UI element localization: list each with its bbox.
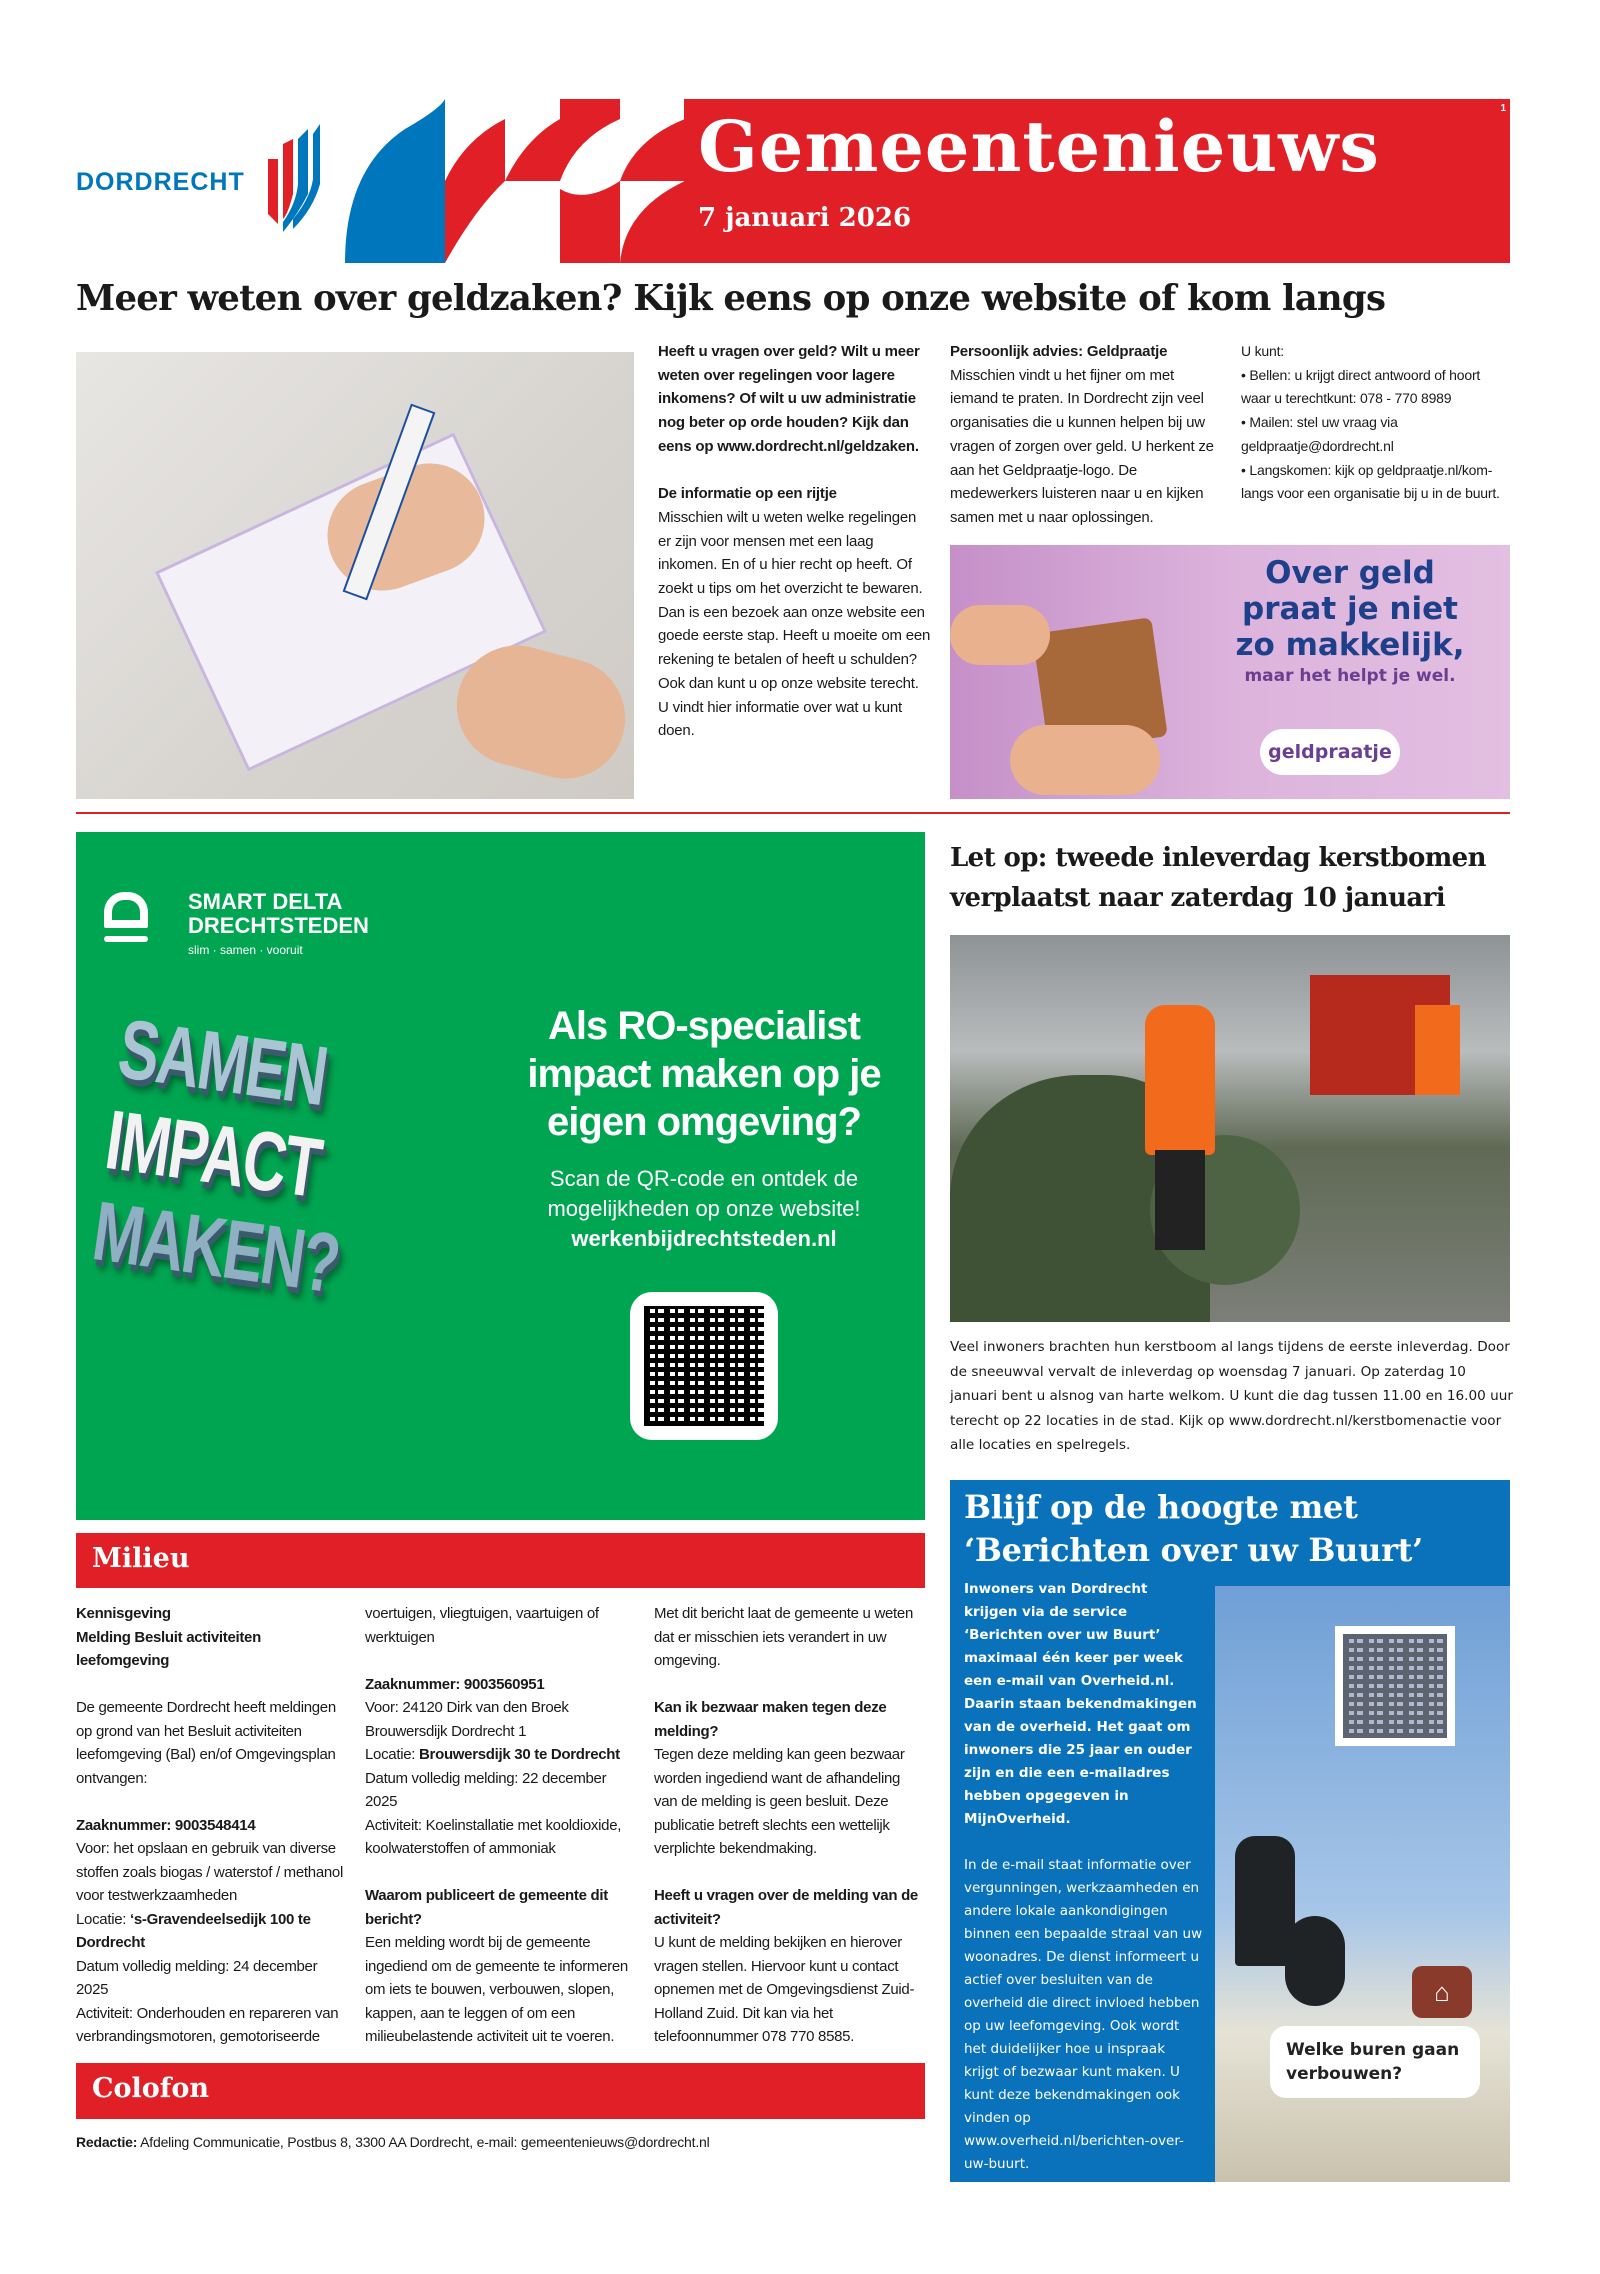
qr-code-card (630, 1292, 778, 1440)
advies-heading: Persoonlijk advies: Geldpraatje (950, 343, 1168, 360)
case-2-datum: Datum volledig melding: 22 december 2025 (365, 1769, 607, 1810)
vragen-heading: Heeft u vragen over de melding van de activiteit? (654, 1887, 918, 1928)
advies-text: Misschien vindt u het fijner om met iemand te praten. In Dordrecht zijn veel organisaties die u kunnen helpen bij uw vragen of zorgen over geld. U herkent ze aan het Geldpraatje-logo. De medewerkers luisteren naar u en kijken samen met u naar oplossingen. (950, 366, 1214, 526)
kennisgeving-label: Kennisgeving (76, 1605, 171, 1622)
case-2-activiteit: Activiteit: Koelinstallatie met kooldioxide, koolwaterstoffen of ammoniak (365, 1816, 622, 1857)
buurt-intro: Inwoners van Dordrecht krijgen via de service ‘Berichten over uw Buurt’ maximaal één keer per week een e-mail van Overheid.nl. Daarin staan bekendmakingen van de overheid. Het gaat om inwoners die 25 jaar en ouder zijn en die een e-mailadres hebben opgegeven in MijnOverheid. (964, 1581, 1197, 1827)
redactie-text: Afdeling Communicatie, Postbus 8, 3300 AA Dordrecht, e-mail: gemeentenieuws@dordrecht.nl (137, 2133, 710, 2150)
ad-line-2: praat je niet (1242, 591, 1458, 627)
section-divider (76, 812, 1510, 814)
u-kunt-label: U kunt: (1241, 343, 1284, 359)
photo-kerstbomen (950, 935, 1510, 1322)
case-1-activiteit: Activiteit: Onderhouden en repareren van verbrandingsmotoren, gemotoriseerde voertuigen, vliegtuigen, vaartuigen of werktuigen (76, 1605, 599, 2045)
logo-text: DORDRECHT (76, 168, 245, 196)
ad-line-3: zo makkelijk, (1235, 627, 1465, 663)
ad-line-1: Over geld (1265, 555, 1435, 591)
milieu-columns (76, 1602, 925, 2049)
colofon-bar (76, 2063, 925, 2119)
case-1-voor: Voor: het opslaan en gebruik van diverse stoffen zoals biogas / waterstof / methanol voor testwerkzaamheden (76, 1840, 343, 1904)
ad-heading: Als RO-specialist impact maken op je eigen omgeving? (527, 1004, 881, 1144)
bullet-langskomen: • Langskomen: kijk op geldpraatje.nl/kom-langs voor een organisatie bij u in de buurt. (1241, 461, 1500, 502)
waarom-heading: Waarom publiceert de gemeente dit bericht? (365, 1887, 608, 1928)
masthead-date: 7 januari 2026 (698, 203, 912, 233)
case-2-zaaknummer: Zaaknummer: 9003560951 (365, 1675, 545, 1693)
case-1-locatie: ‘s-Gravendeelsedijk 100 te Dordrecht (76, 1910, 311, 1951)
milieu-bar (76, 1533, 925, 1588)
dordrecht-logo (76, 124, 336, 234)
photo-writing-hand (76, 352, 634, 799)
qr-code[interactable] (644, 1306, 764, 1426)
bullet-mailen: • Mailen: stel uw vraag via geldpraatje@dordrecht.nl (1241, 414, 1398, 454)
milieu-title: Milieu (92, 1543, 190, 1574)
colofon-text (76, 2131, 925, 2155)
geldpraatje-ad (950, 545, 1510, 799)
case-1-zaaknummer: Zaaknummer: 9003548414 (76, 1816, 256, 1834)
logo-mark-icon (248, 124, 328, 234)
case-2-locatie: Brouwersdijk 30 te Dordrecht (419, 1746, 620, 1763)
geld-column-3 (1241, 340, 1513, 506)
milieu-intro: De gemeente Dordrecht heeft meldingen op grond van het Besluit activiteiten leefomgeving (Bal) en/of Omgevingsplan ontvangen: (76, 1699, 336, 1787)
ad-text: Scan de QR-code en ontdek de mogelijkheden op onze website! (547, 1166, 861, 1221)
melding-title: Melding Besluit activiteiten leefomgeving (76, 1628, 261, 1669)
case-2-locatie-label: Locatie: (365, 1746, 420, 1763)
page-number: 1 (1500, 103, 1506, 114)
masthead-banner (684, 99, 1510, 263)
redactie-label: Redactie: (76, 2133, 138, 2150)
kerstbomen-heading: Let op: tweede inleverdag kerstbomen verplaatst naar zaterdag 10 januari (950, 843, 1486, 913)
vragen-text: U kunt de melding bekijken en hierover vragen stellen. Hiervoor kunt u contact opnemen met de Omgevingsdienst Zuid-Holland Zuid. Dit kan via het telefoonnummer 078 770 8585. (654, 1934, 915, 2045)
geld-column-2 (950, 340, 1225, 553)
masthead-title: Gemeentenieuws (698, 105, 1380, 188)
colofon-title: Colofon (92, 2072, 210, 2104)
masthead-wave-graphic (345, 99, 685, 263)
smart-delta-logo-icon (104, 892, 148, 928)
ad-copy-block (494, 1002, 914, 1440)
case-2-voor: Voor: 24120 Dirk van den Broek Brouwersdijk Dordrecht 1 (365, 1699, 569, 1740)
geld-column-1 (658, 340, 933, 767)
bezwaar-heading: Kan ik bezwaar maken tegen deze melding? (654, 1699, 887, 1740)
crane-icon: ⌂ (1412, 1966, 1472, 2018)
bullet-bellen: • Bellen: u krijgt direct antwoord of hoort waar u terechtkunt: 078 - 770 8989 (1241, 366, 1481, 407)
kerstbomen-caption: Veel inwoners brachten hun kerstboom al langs tijdens de eerste inleverdag. Door de sneeuwval vervalt de inleverdag op woensdag 7 januari. Op zaterdag 10 januari bent u alsnog van harte welkom. U kunt die dag tussen 11.00 en 16.00 uur terecht op 22 locaties in de stad. Kijk op www.dordrecht.nl/kerstbomenactie voor alle locaties en spelregels. (950, 1339, 1513, 1453)
brand-line-2: DRECHTSTEDEN (188, 913, 369, 938)
bubble-text: Welke buren gaan verbouwen? (1270, 2026, 1480, 2098)
buurt-heading: Blijf op de hoogte met ‘Berichten over uw Buurt’ (950, 1480, 1510, 1572)
geldpraatje-logo: geldpraatje (1260, 729, 1400, 775)
brand-line-1: SMART DELTA (188, 889, 343, 914)
smart-delta-ad (76, 832, 925, 1520)
rijtje-text: Misschien wilt u weten welke regelingen er zijn voor mensen met een laag inkomen. En of u hier recht op heeft. Of zoekt u tips om het overzicht te bewaren. Dan is een bezoek aan onze website een goede eerste stap. Heeft u moeite om een rekening te betalen of heeft u schulden? Ook dan kunt u op onze website terecht. U vindt hier informatie over wat u kunt doen. (658, 508, 931, 740)
bezwaar-text: Tegen deze melding kan geen bezwaar worden ingediend want de afhandeling van de melding is geen besluit. Deze publicatie betreft slechts een wettelijk verplichte bekendmaking. (654, 1746, 905, 1857)
ad-line-4: maar het helpt je wel. (1244, 666, 1456, 686)
geld-intro: Heeft u vragen over geld? Wilt u meer weten over regelingen voor lagere inkomens? Of wilt u uw administratie nog beter op orde houden? Kijk dan eens op www.dordrecht.nl/geldzaken. (658, 343, 920, 455)
case-1-datum: Datum volledig melding: 24 december 2025 (76, 1957, 318, 1998)
buurt-text-flow (950, 1480, 1510, 2176)
brand-tagline: slim · samen · vooruit (188, 943, 303, 957)
waarom-text: Een melding wordt bij de gemeente ingediend om de gemeente te informeren om iets te bouwen, verbouwen, slopen, kappen, aan te leggen of om een milieubelastende activiteit uit te voeren. Met dit bericht laat de gemeente u weten dat er misschien iets verandert in uw omgeving. (365, 1605, 913, 2045)
ad-url-link[interactable]: werkenbijdrechtsteden.nl (571, 1226, 837, 1251)
rijtje-heading: De informatie op een rijtje (658, 485, 837, 503)
main-headline: Meer weten over geldzaken? Kijk eens op onze website of kom langs (76, 278, 1386, 319)
case-1-locatie-label: Locatie: (76, 1910, 131, 1928)
buurt-text: In de e-mail staat informatie over vergunningen, werkzaamheden en andere lokale aankondigingen binnen een bepaalde straal van uw woonadres. De dienst informeert u actief over besluiten van de overheid die direct invloed hebben op uw leefomgeving. Ook wordt het duidelijker hoe u inspraak krijgt of bezwaar kunt maken. U kunt deze bekendmakingen ook vinden op www.overheid.nl/berichten-over-uw-buurt. (964, 1857, 1203, 2172)
buurt-box (950, 1480, 1510, 2182)
samen-impact-maken-graphic: SAMEN IMPACT MAKEN? (87, 1001, 344, 1311)
milieu-colofon-flow (76, 1533, 925, 2154)
